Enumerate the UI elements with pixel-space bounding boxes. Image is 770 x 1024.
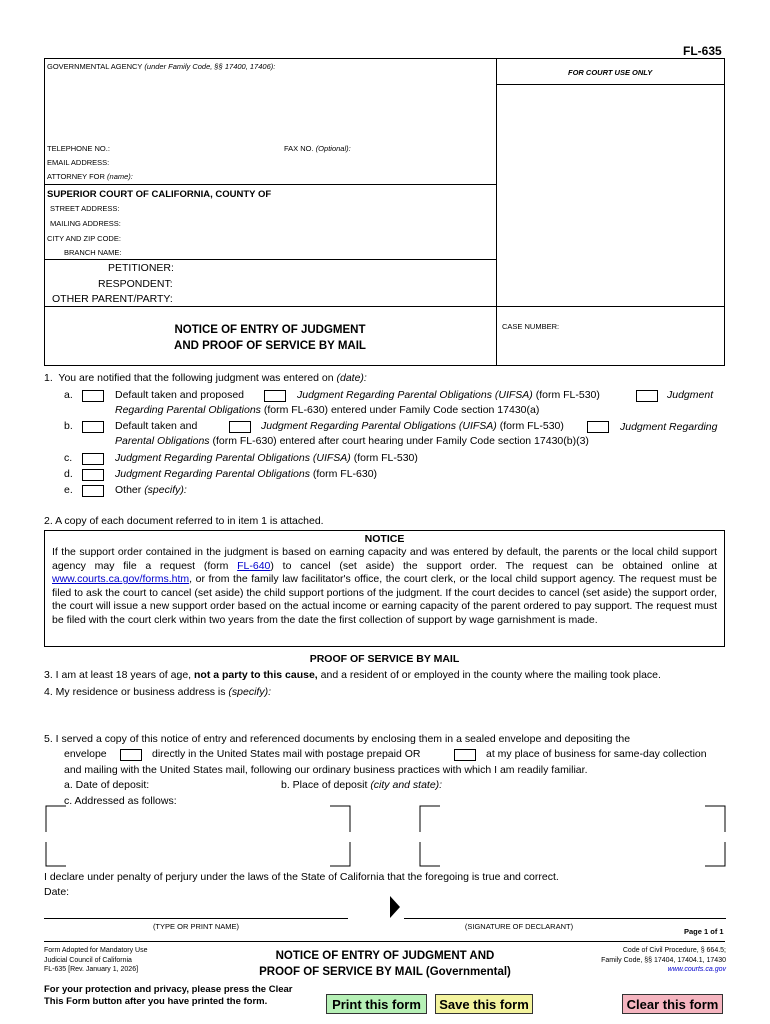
item-2: 2. A copy of each document referred to in item 1 is attached. [44,515,324,527]
checkbox-1a-uifsa[interactable] [264,390,286,402]
checkbox-1e[interactable] [82,485,104,497]
caption-divider [496,58,497,366]
courts-link[interactable]: www.courts.ca.gov [667,966,726,973]
item-1: 1. You are notified that the following judgment was entered on (date): [44,372,367,384]
clear-button[interactable]: Clear this form [622,994,723,1014]
sign-here-arrow-icon [389,896,401,918]
date-label: Date: [44,886,70,898]
item-5: 5. I served a copy of this notice of entry and referenced documents by enclosing them in a sealed envelope and depositing the [44,733,631,745]
address-brackets [40,805,730,870]
checkbox-1a-judgment[interactable] [636,390,658,402]
form-number: FL-635 [683,44,722,58]
court-use-rule [496,84,725,85]
print-button[interactable]: Print this form [326,994,427,1014]
forms-link[interactable]: www.courts.ca.gov/forms.htm [52,573,190,586]
checkbox-1a[interactable] [82,390,104,402]
checkbox-1c[interactable] [82,453,104,465]
telephone-label: TELEPHONE NO.: [47,144,110,153]
save-button[interactable]: Save this form [435,994,533,1014]
fax-label: FAX NO. (Optional): [284,144,351,153]
item-4: 4. My residence or business address is (specify): [44,686,272,698]
place-of-deposit-label: b. Place of deposit (city and state): [281,779,443,791]
checkbox-us-mail[interactable] [120,749,142,761]
other-party-label: OTHER PARENT/PARTY: [52,293,173,305]
petitioner-label: PETITIONER: [108,262,174,274]
checkbox-1b-judgment[interactable] [587,421,609,433]
checkbox-business[interactable] [454,749,476,761]
notice-text: If the support order contained in the judgment is based on earning capacity and was entered by default, the parents or the local child support agency may file a request (form FL-640) to cancel (set aside) the support order. The request can be obtained online at www.courts.ca.gov/forms.htm, or from the family law facilitator's office, the court clerk, or the local child support agency. The request must be filed to ask the court to cancel (set aside) the child support portions of the judgment. If the court decides to cancel (set aside) the support order, the court will issue a new support order based on the actual income or earning capacity of the parent ordered to pay support. The request must be filed with the court clerk within two years from the date the first collection of support by wage garnishment is made. [52,546,718,626]
item-3: 3. I am at least 18 years of age, not a party to this cause, and a resident of or employed in the county where the mailing took place. [44,669,661,681]
court-heading: SUPERIOR COURT OF CALIFORNIA, COUNTY OF [47,189,272,200]
checkbox-1b-uifsa[interactable] [229,421,251,433]
code-citations: Code of Civil Procedure, § 664.5; Family Code, §§ 17404, 17404.1, 17430 www.courts.ca.gov [560,946,726,975]
street-address-label: STREET ADDRESS: [50,204,120,213]
checkbox-1d[interactable] [82,469,104,481]
attorney-for-label: ATTORNEY FOR (name): [47,172,133,181]
agency-label: GOVERNMENTAL AGENCY (under Family Code, §§ 17400, 17406): [47,62,276,71]
declaration-text: I declare under penalty of perjury under the laws of the State of California that the foregoing is true and correct. [44,871,559,883]
notice-heading: NOTICE [364,533,405,545]
proof-heading: PROOF OF SERVICE BY MAIL [309,653,460,665]
branch-name-label: BRANCH NAME: [64,248,122,257]
signature-label: (SIGNATURE OF DECLARANT) [464,922,574,931]
signature-line [404,918,726,919]
case-number-label: CASE NUMBER: [502,322,560,331]
page-number: Page 1 of 1 [684,927,724,936]
checkbox-1b[interactable] [82,421,104,433]
email-label: EMAIL ADDRESS: [47,158,110,167]
fl-640-link[interactable]: FL-640 [237,559,271,572]
footer-title: NOTICE OF ENTRY OF JUDGMENT AND PROOF OF SERVICE BY MAIL (Governmental) [259,950,511,978]
mailing-address-label: MAILING ADDRESS: [50,219,121,228]
city-zip-label: CITY AND ZIP CODE: [47,234,121,243]
type-name-label: (TYPE OR PRINT NAME) [152,922,240,931]
privacy-notice: For your protection and privacy, please press the Clear This Form button after you have printed the form. [44,984,293,1007]
caption-frame [44,58,725,366]
addressed-as-follows-label: c. Addressed as follows: [64,795,177,807]
form-adopted: Form Adopted for Mandatory Use Judicial Council of California FL-635 [Rev. January 1, 2026] [44,947,148,973]
court-use-label: FOR COURT USE ONLY [568,68,653,77]
respondent-label: RESPONDENT: [98,278,173,290]
form-title: NOTICE OF ENTRY OF JUDGMENT AND PROOF OF SERVICE BY MAIL [174,324,366,352]
name-line [44,918,348,919]
date-of-deposit-label: a. Date of deposit: [64,779,150,791]
